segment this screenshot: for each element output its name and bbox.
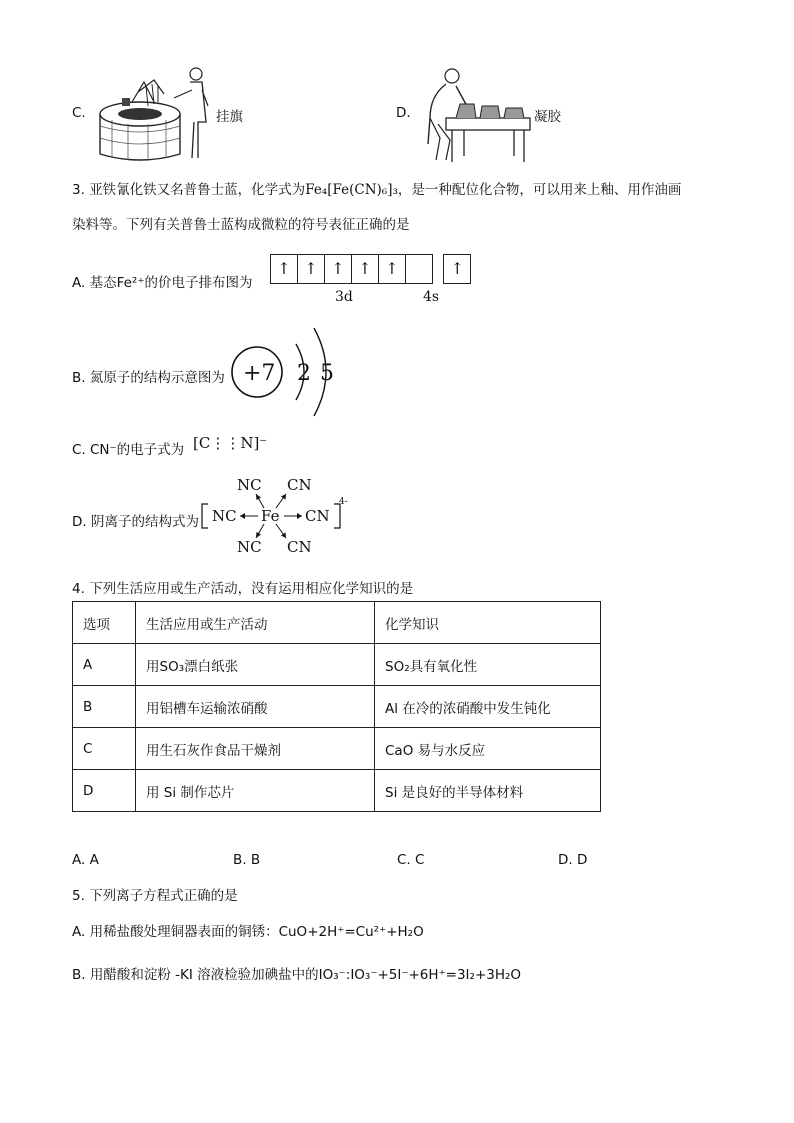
nucleus-charge: +7 bbox=[243, 361, 276, 386]
q4-choice-d: D. D bbox=[558, 852, 588, 868]
gel-drying-illustration bbox=[416, 64, 532, 164]
cn-electron-formula: [C⋮⋮N]⁻ bbox=[193, 434, 268, 452]
orbital-3d-6 bbox=[406, 255, 432, 283]
row-d-option: D bbox=[73, 770, 136, 812]
option-c-label: 挂旗 bbox=[216, 109, 243, 125]
ligand-top-left: NC bbox=[237, 476, 262, 494]
option-d-label: 凝胶 bbox=[534, 109, 561, 125]
table-row bbox=[73, 770, 601, 812]
ligand-top-right: CN bbox=[287, 476, 312, 494]
q5-number: 5. bbox=[72, 888, 85, 904]
anion-charge: 4- bbox=[339, 497, 348, 507]
orbital-4s-label: 4s bbox=[423, 289, 440, 305]
q3-option-d: D. 阴离子的结构式为 bbox=[72, 514, 199, 530]
orbital-3d-label: 3d bbox=[335, 289, 353, 305]
q5-stem bbox=[72, 884, 238, 904]
orbital-3d-4: ↑ bbox=[352, 255, 379, 283]
row-b-knowledge: Al 在冷的浓硝酸中发生钝化 bbox=[375, 686, 601, 728]
q3-stem-line1 bbox=[72, 178, 681, 198]
q3-option-a: A. 基态Fe²⁺的价电子排布图为 bbox=[72, 275, 253, 291]
orbital-diagram bbox=[270, 254, 471, 284]
row-c-activity: 用生石灰作食品干燥剂 bbox=[136, 728, 375, 770]
option-d-letter: D. bbox=[396, 105, 411, 121]
row-d-activity: 用 Si 制作芯片 bbox=[136, 770, 375, 812]
row-c-knowledge: CaO 易与水反应 bbox=[375, 728, 601, 770]
q5-option-a: A. 用稀盐酸处理铜器表面的铜锈：CuO+2H⁺=Cu²⁺+H₂O bbox=[72, 924, 424, 940]
header-activity: 生活应用或生产活动 bbox=[136, 602, 375, 644]
ligand-bottom-left: NC bbox=[237, 538, 262, 556]
q3-option-b: B. 氮原子的结构示意图为 bbox=[72, 370, 225, 386]
q4-choice-b: B. B bbox=[233, 852, 261, 868]
center-atom: Fe bbox=[261, 507, 280, 525]
row-a-activity: 用SO₃漂白纸张 bbox=[136, 644, 375, 686]
q3-stem-line2: 染料等。下列有关普鲁士蓝构成微粒的符号表征正确的是 bbox=[72, 217, 410, 233]
orbital-3d-1: ↑ bbox=[271, 255, 298, 283]
row-c-option: C bbox=[73, 728, 136, 770]
orbital-3d-2: ↑ bbox=[298, 255, 325, 283]
q4-number: 4. bbox=[72, 581, 85, 597]
table-row bbox=[73, 644, 601, 686]
q3-stem-part1: 亚铁氰化铁又名普鲁士蓝，化学式为 bbox=[89, 182, 306, 198]
row-a-knowledge: SO₂具有氧化性 bbox=[375, 644, 601, 686]
row-b-option: B bbox=[73, 686, 136, 728]
q3-number: 3. bbox=[72, 182, 85, 198]
q5-option-b: B. 用醋酸和淀粉 -KI 溶液检验加碘盐中的IO₃⁻:IO₃⁻+5I⁻+6H⁺=3I₂+3H₂O bbox=[72, 967, 522, 983]
q4-stem bbox=[72, 577, 413, 597]
orbital-3d-3: ↑ bbox=[325, 255, 352, 283]
orbital-3d-5: ↑ bbox=[379, 255, 406, 283]
row-a-option: A bbox=[73, 644, 136, 686]
q4-choice-a: A. A bbox=[72, 852, 99, 868]
table-row bbox=[73, 686, 601, 728]
q3-stem-part2: ，是一种配位化合物，可以用来上釉、用作油画 bbox=[397, 182, 682, 198]
ligand-left: NC bbox=[212, 507, 237, 525]
shell-1-electrons: 2 bbox=[297, 361, 311, 386]
well-illustration bbox=[92, 62, 214, 162]
option-c-letter: C. bbox=[72, 105, 86, 121]
table-row bbox=[73, 728, 601, 770]
orbital-4s-1: ↑ bbox=[443, 254, 471, 284]
row-d-knowledge: Si 是良好的半导体材料 bbox=[375, 770, 601, 812]
q3-formula: Fe₄[Fe(CN)₆]₃ bbox=[305, 182, 398, 198]
header-knowledge: 化学知识 bbox=[375, 602, 601, 644]
shell-2-electrons: 5 bbox=[320, 361, 334, 386]
q4-stem-text: 下列生活应用或生产活动，没有运用相应化学知识的是 bbox=[89, 581, 414, 597]
ligand-right: CN bbox=[305, 507, 330, 525]
row-b-activity: 用铝槽车运输浓硝酸 bbox=[136, 686, 375, 728]
ligand-bottom-right: CN bbox=[287, 538, 312, 556]
q4-table bbox=[72, 601, 601, 812]
q4-choice-c: C. C bbox=[397, 852, 425, 868]
header-option: 选项 bbox=[73, 602, 136, 644]
q5-stem-text: 下列离子方程式正确的是 bbox=[89, 888, 238, 904]
table-header-row bbox=[73, 602, 601, 644]
q3-option-c: C. CN⁻的电子式为 bbox=[72, 442, 185, 458]
